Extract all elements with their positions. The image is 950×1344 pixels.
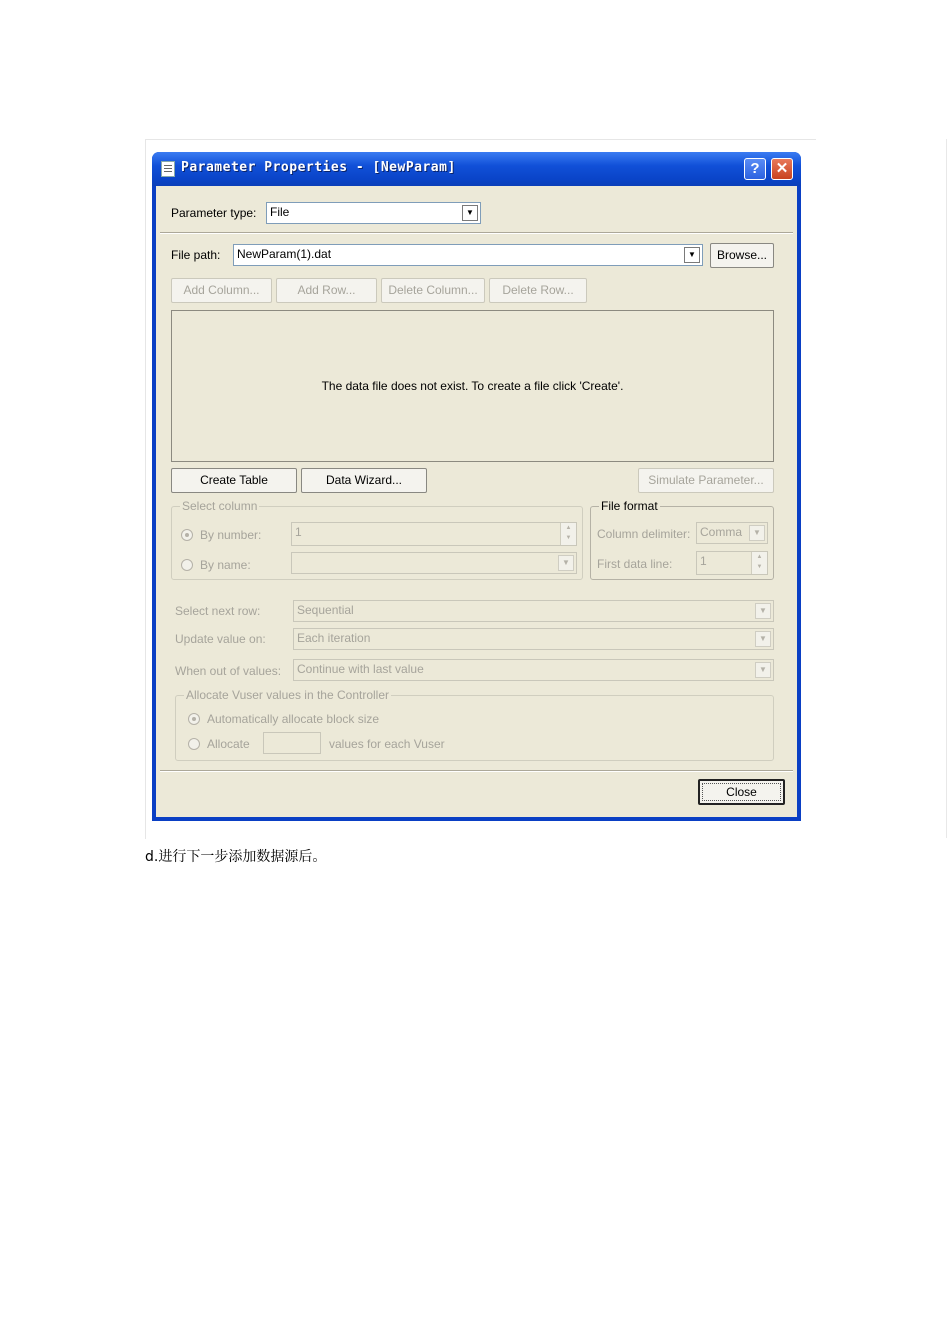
page-edge-line — [946, 139, 947, 838]
parameter-properties-dialog — [152, 152, 801, 821]
select-next-row-value: Sequential — [297, 603, 354, 617]
select-next-row-label: Select next row: — [175, 604, 261, 618]
close-button[interactable]: Close — [698, 779, 785, 805]
allocate-radio[interactable] — [188, 738, 200, 750]
by-number-radio[interactable] — [181, 529, 193, 541]
first-data-line-input[interactable] — [696, 551, 768, 575]
parameter-type-select[interactable] — [266, 202, 481, 224]
by-name-select[interactable] — [291, 552, 577, 574]
allocate-label: Allocate — [207, 737, 250, 751]
chevron-down-icon[interactable]: ▼ — [755, 662, 771, 678]
window-title: Parameter Properties - [NewParam] — [181, 160, 456, 175]
file-format-title: File format — [601, 499, 658, 513]
select-next-row-select[interactable] — [293, 600, 774, 622]
file-path-value: NewParam(1).dat — [237, 247, 332, 261]
parameter-type-label: Parameter type: — [171, 206, 257, 220]
auto-allocate-radio[interactable] — [188, 713, 200, 725]
chevron-down-icon[interactable]: ▼ — [755, 603, 771, 619]
by-number-input[interactable] — [291, 522, 577, 546]
by-number-value: 1 — [295, 525, 302, 539]
parameter-type-value: File — [270, 205, 290, 219]
create-table-button[interactable]: Create Table — [171, 468, 297, 493]
chevron-down-icon[interactable]: ▼ — [558, 555, 574, 571]
dialog-client-area — [156, 186, 797, 817]
divider — [160, 232, 793, 234]
auto-allocate-label: Automatically allocate block size — [207, 712, 380, 726]
by-name-radio[interactable] — [181, 559, 193, 571]
column-delimiter-select[interactable] — [696, 522, 768, 544]
by-number-label: By number: — [200, 528, 262, 542]
divider — [160, 770, 793, 772]
select-column-group — [171, 499, 583, 580]
by-name-label: By name: — [200, 558, 251, 572]
add-column-button[interactable]: Add Column... — [171, 278, 272, 303]
simulate-parameter-button[interactable]: Simulate Parameter... — [638, 468, 774, 493]
window-close-button[interactable]: ✕ — [771, 158, 793, 180]
chevron-down-icon[interactable]: ▼ — [684, 247, 700, 263]
browse-button[interactable]: Browse... — [710, 243, 774, 268]
column-delimiter-label: Column delimiter: — [597, 527, 691, 541]
first-data-line-value: 1 — [700, 554, 707, 568]
allocate-count-input[interactable] — [263, 732, 321, 754]
when-out-of-values-value: Continue with last value — [297, 662, 424, 676]
chevron-down-icon[interactable]: ▼ — [462, 205, 478, 221]
data-file-message: The data file does not exist. To create a file click 'Create'. — [321, 379, 624, 393]
column-delimiter-value: Comma — [700, 525, 743, 539]
chevron-down-icon[interactable]: ▼ — [749, 525, 765, 541]
delete-row-button[interactable]: Delete Row... — [489, 278, 587, 303]
per-vuser-label: values for each Vuser — [329, 737, 445, 751]
select-column-title: Select column — [182, 499, 258, 513]
data-wizard-button[interactable]: Data Wizard... — [301, 468, 427, 493]
title-bar[interactable] — [152, 152, 801, 186]
update-value-on-value: Each iteration — [297, 631, 371, 645]
first-data-line-label: First data line: — [597, 557, 673, 571]
file-path-combo[interactable] — [233, 244, 703, 266]
data-grid-area — [171, 310, 774, 462]
add-row-button[interactable]: Add Row... — [276, 278, 377, 303]
update-value-on-label: Update value on: — [175, 632, 266, 646]
allocate-vuser-group — [175, 688, 774, 761]
spin-arrows-icon[interactable]: ▲ ▼ — [751, 552, 767, 574]
help-button[interactable]: ? — [744, 158, 766, 180]
update-value-on-select[interactable] — [293, 628, 774, 650]
chevron-down-icon[interactable]: ▼ — [755, 631, 771, 647]
file-format-group — [590, 499, 774, 580]
when-out-of-values-select[interactable] — [293, 659, 774, 681]
when-out-of-values-label: When out of values: — [175, 664, 282, 678]
document-icon — [161, 161, 175, 177]
file-path-label: File path: — [171, 248, 221, 262]
spin-arrows-icon[interactable]: ▲ ▼ — [560, 523, 576, 545]
allocate-vuser-title: Allocate Vuser values in the Controller — [186, 688, 389, 702]
caption-text: d.进行下一步添加数据源后。 — [145, 849, 327, 865]
delete-column-button[interactable]: Delete Column... — [381, 278, 485, 303]
